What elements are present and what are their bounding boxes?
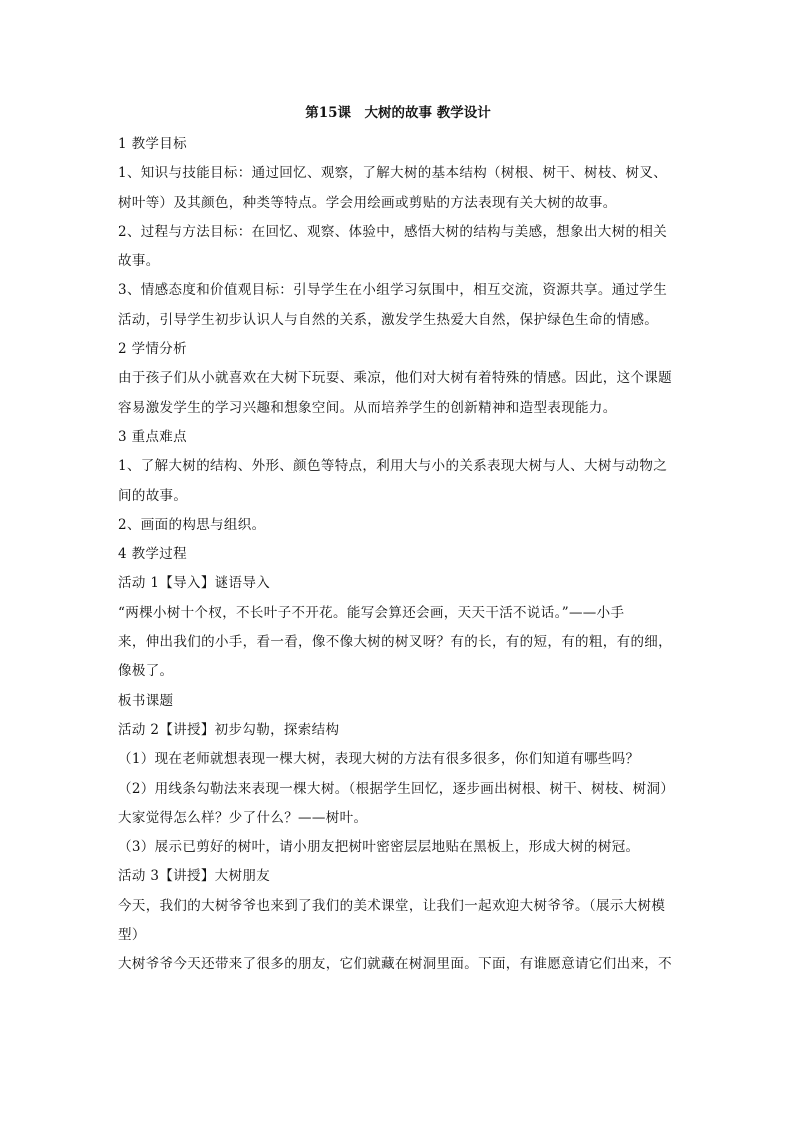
paragraph <box>118 511 678 540</box>
paragraph <box>118 364 678 423</box>
text-line: 2、过程与方法目标：在回忆、观察、体验中，感悟大树的结构与美感，想象出大树的相关 <box>118 223 668 240</box>
paragraph <box>118 218 678 277</box>
text-line: 活动 2【讲授】初步勾勒，探索结构 <box>118 721 340 738</box>
text-line: 3 重点难点 <box>118 428 187 445</box>
paragraph <box>118 687 678 716</box>
text-line: 故事。 <box>118 253 160 270</box>
paragraph <box>118 745 678 774</box>
text-line: “两棵小树十个杈，不长叶子不开花。能写会算还会画，天天干活不说话。”——小手 <box>118 604 625 621</box>
document-body <box>118 103 678 980</box>
text-line: 2、画面的构思与组织。 <box>118 516 266 533</box>
text-line: 像极了。 <box>118 663 174 680</box>
paragraph <box>118 892 678 951</box>
paragraph <box>118 159 678 218</box>
text-line: （2）用线条勾勒法来表现一棵大树。（根据学生回忆，逐步画出树根、树干、树枝、树洞） <box>118 780 675 797</box>
document-title: 第15课 大树的故事 教学设计 <box>305 105 491 121</box>
text-line: 1、知识与技能目标：通过回忆、观察，了解大树的基本结构（树根、树干、树枝、树叉、 <box>118 165 668 182</box>
paragraph <box>118 775 678 834</box>
text-line: 1、了解大树的结构、外形、颜色等特点，利用大与小的关系表现大树与人、大树与动物之 <box>118 458 668 475</box>
text-line: 容易激发学生的学习兴趣和想象空间。从而培养学生的创新精神和造型表现能力。 <box>118 399 617 416</box>
text-line: 1 教学目标 <box>118 136 187 152</box>
text-line: 板书课题 <box>118 692 174 709</box>
text-line: 3、情感态度和价值观目标：引导学生在小组学习氛围中，相互交流，资源共享。通过学生 <box>118 282 668 299</box>
text-line: 来，伸出我们的小手，看一看，像不像大树的树叉呀？有的长，有的短，有的粗，有的细， <box>118 634 672 651</box>
activity-heading <box>118 862 678 891</box>
text-line: 由于孩子们从小就喜欢在大树下玩耍、乘凉，他们对大树有着特殊的情感。因此，这个课题 <box>118 370 672 387</box>
text-line: 2 学情分析 <box>118 341 187 358</box>
text-line: 今天，我们的大树爷爷也来到了我们的美术课堂，让我们一起欢迎大树爷爷。（展示大树模 <box>118 897 666 914</box>
activity-heading <box>118 716 678 745</box>
paragraph <box>118 276 678 335</box>
text-line: 间的故事。 <box>118 487 188 504</box>
activity-heading <box>118 569 678 598</box>
text-line: 树叶等）及其颜色，种类等特点。学会用绘画或剪贴的方法表现有关大树的故事。 <box>118 194 617 211</box>
text-line: 活动 3【讲授】大树朋友 <box>118 868 271 885</box>
paragraph <box>118 833 678 862</box>
text-line: 4 教学过程 <box>118 546 187 563</box>
text-line: （3）展示已剪好的树叶，请小朋友把树叶密密层层地贴在黑板上，形成大树的树冠。 <box>118 839 640 856</box>
document-blocks <box>118 130 678 980</box>
text-line: 活动 1【导入】谜语导入 <box>118 575 271 592</box>
section-heading <box>118 540 678 569</box>
text-line: 大家觉得怎么样？少了什么？——树叶。 <box>118 809 368 826</box>
paragraph <box>118 599 678 687</box>
text-line: 大树爷爷今天还带来了很多的朋友，它们就藏在树洞里面。下面，有谁愿意请它们出来，不 <box>118 956 672 973</box>
text-line: 活动，引导学生初步认识人与自然的关系，激发学生热爱大自然，保护绿色生命的情感。 <box>118 311 659 328</box>
text-line: 型） <box>118 927 146 944</box>
text-line: （1）现在老师就想表现一棵大树，表现大树的方法有很多很多，你们知道有哪些吗？ <box>118 751 640 768</box>
section-heading <box>118 335 678 364</box>
section-heading <box>118 423 678 452</box>
paragraph <box>118 950 678 979</box>
paragraph <box>118 452 678 511</box>
section-heading <box>118 130 678 159</box>
